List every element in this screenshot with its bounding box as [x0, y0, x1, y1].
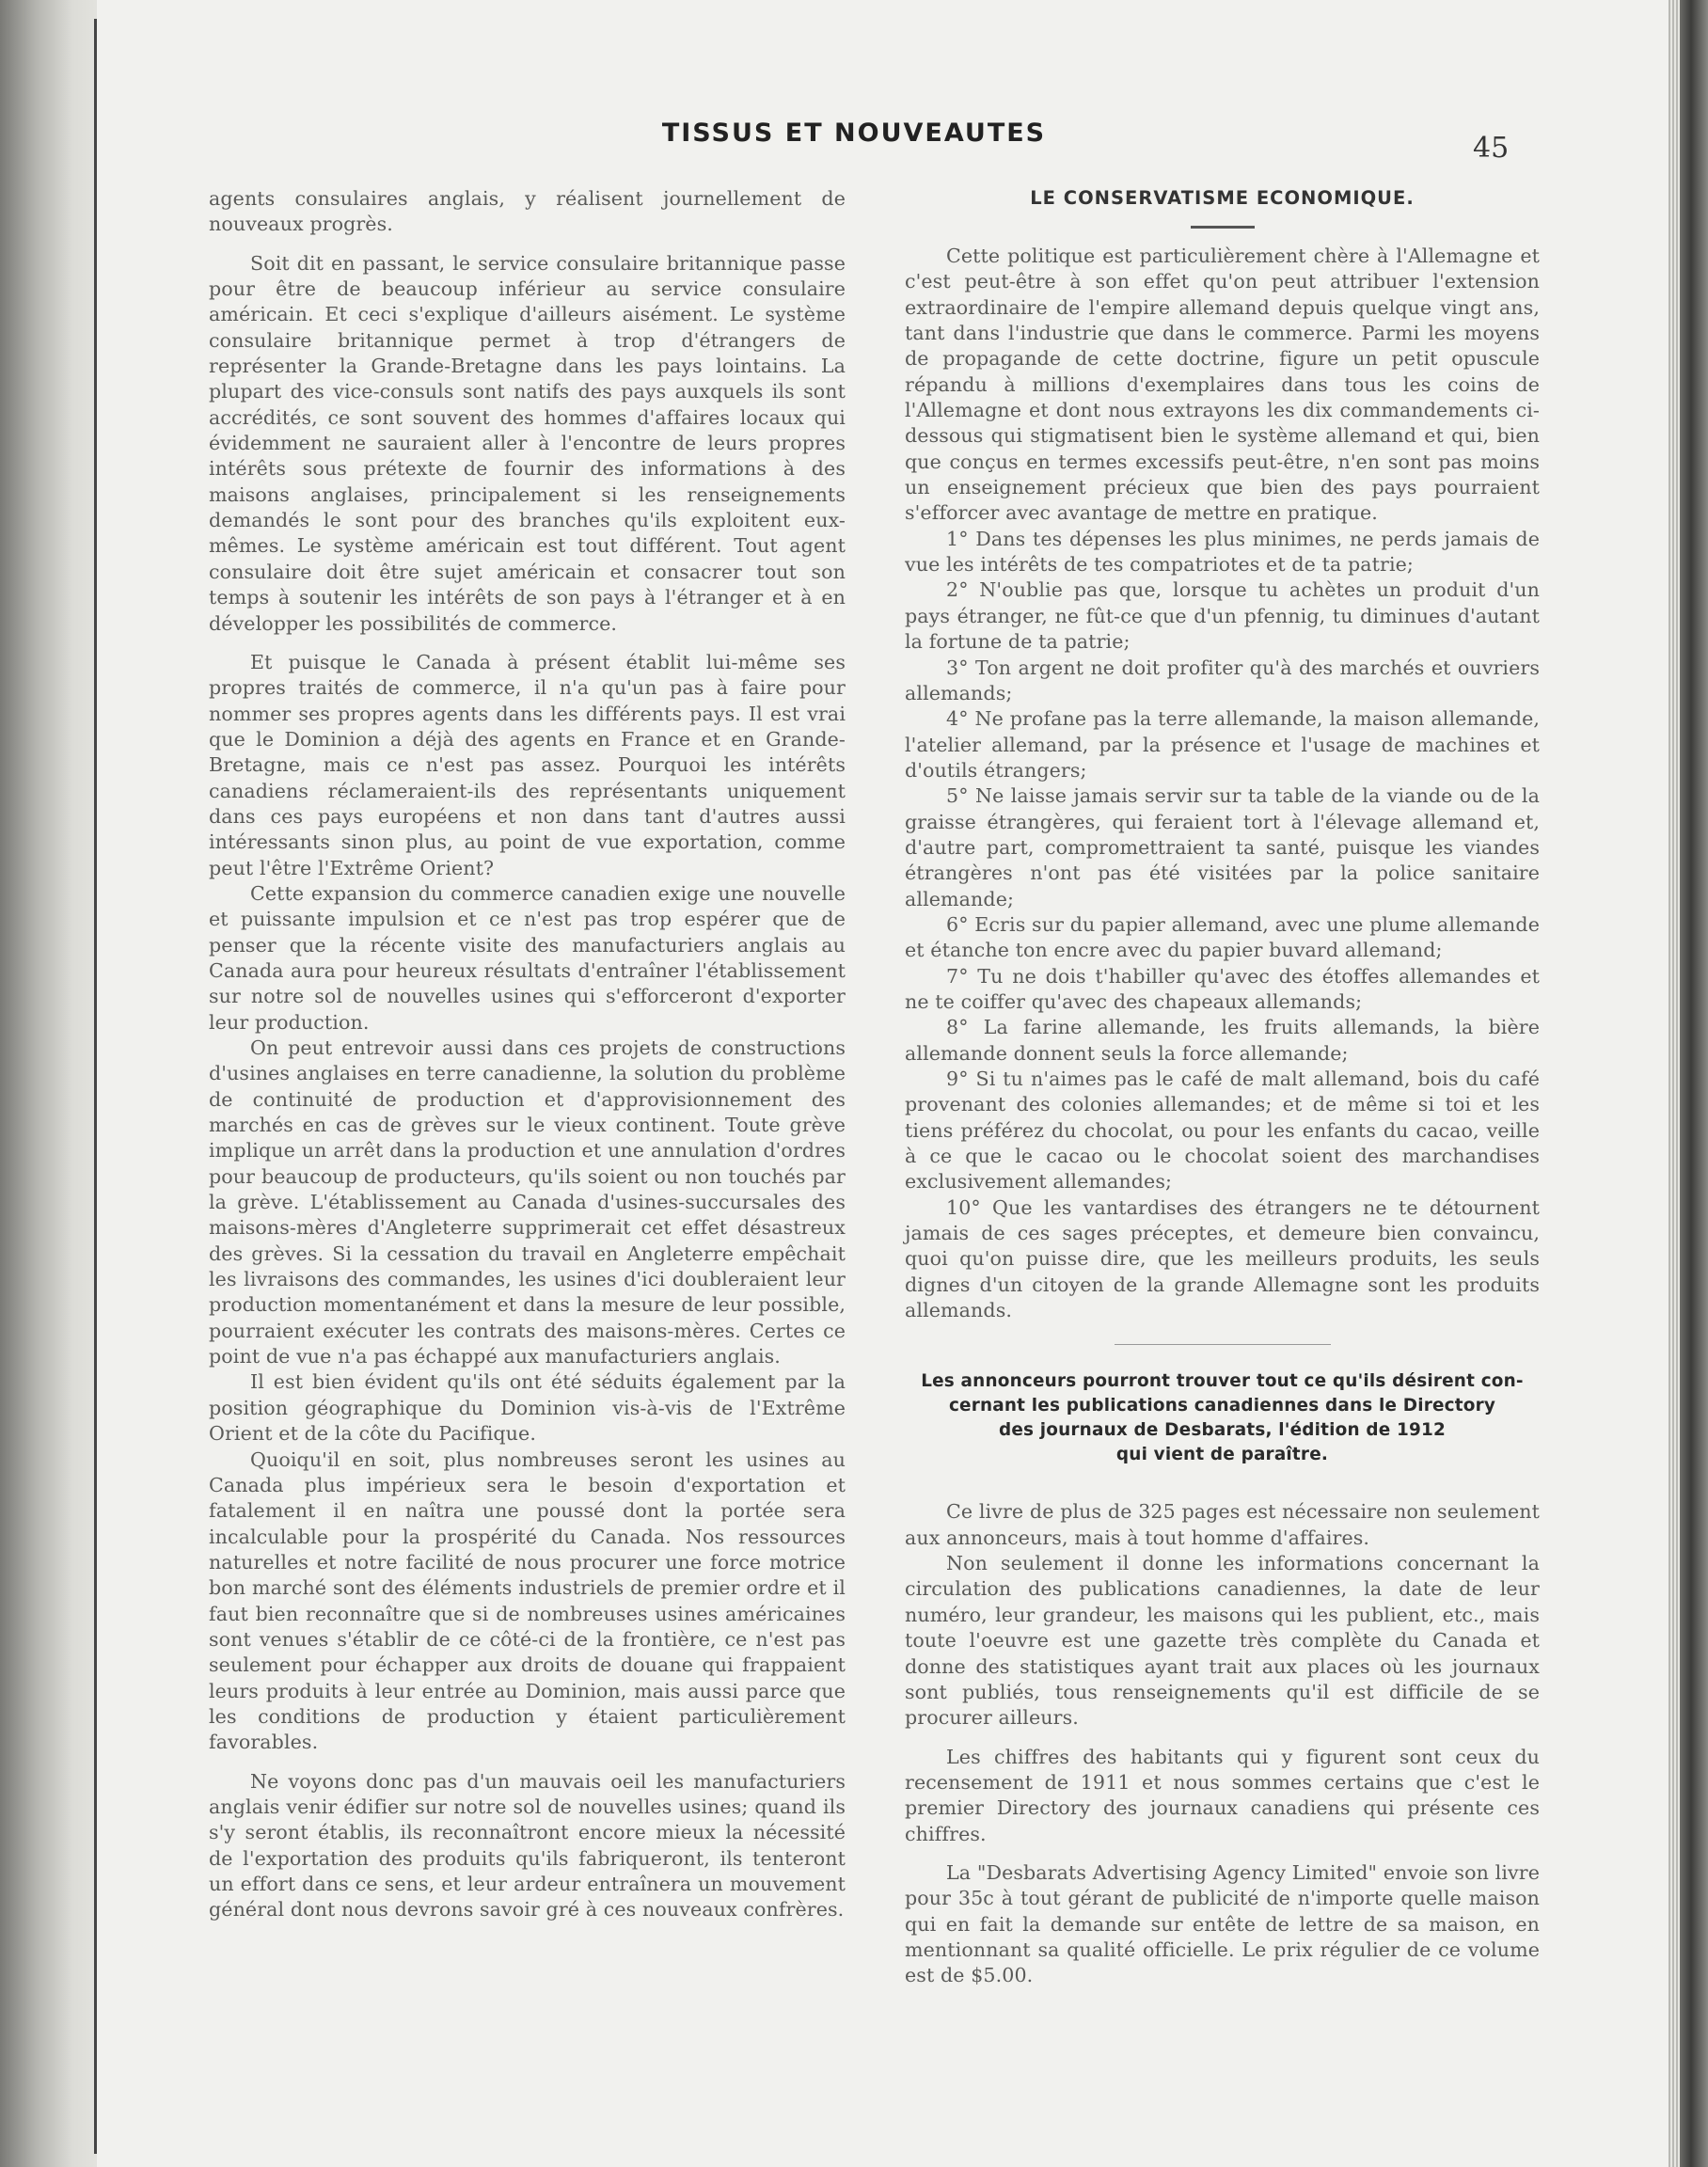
left-paragraph-1: agents consulaires anglais, y réalisent journellement de nouveaux progrès. [209, 187, 846, 236]
intro-paragraph: Cette politique est particulièrement chère à l'Allemagne et c'est peut-être à son effet qu'on peut attribuer l'extension extraordinaire de l'empire allemand depuis quelque vingt ans, tant dans l'industrie que dans le commerce. Parmi les moyens de propagande de cette doctrine, figure un petit opuscule répandu à millions d'exemplaires dans tous les coins de l'Allemagne et dont nous extrayons les dix commandements ci-dessous qui stigmatisent bien le système allemand et qui, bien que conçus en termes excessifs peut-être, n'en sont pas moins un enseignement précieux que bien des pays pourraient s'efforcer avec avantage de mettre en pratique. [905, 245, 1540, 525]
ad-paragraph-3: Les chiffres des habitants qui y figurent sont ceux du recensement de 1911 et nous sommes certains que c'est le premier Directory des journaux canadiens qui présente ces chiffres. [905, 1745, 1540, 1845]
right-column [905, 186, 1540, 1989]
page-stack-right [1668, 0, 1680, 2167]
title-rule [1191, 226, 1255, 229]
section-divider [1115, 1344, 1331, 1345]
left-paragraph-4: Cette expansion du commerce canadien exige une nouvelle et puissante impulsion et ce n'est pas trop espérer que de penser que la récente visite des manufacturiers anglais au Canada aura pour heureux résultats d'entraîner l'établissement sur notre sol de nouvelles usines qui s'efforceront d'exporter leur production. [209, 881, 846, 1034]
ad-title-line-1: Les annonceurs pourront trouver tout ce qu'ils désirent con- [921, 1371, 1524, 1392]
ad-title-line-2: cernant les publications canadiennes dans le Directory [948, 1396, 1496, 1416]
book-binding-right [1680, 0, 1708, 2167]
left-paragraph-2: Soit dit en passant, le service consulaire britannique passe pour être de beaucoup inférieur au service consulaire américain. Et ceci s'explique d'ailleurs aisément. Le système consulaire britannique permet à trop d'étrangers de représenter la Grande-Bretagne dans les pays lointains. La plupart des vice-consuls sont natifs des pays auxquels ils sont accrédités, ce sont souvent des hommes d'affaires locaux qui évidemment ne sauraient aller à l'encontre de leurs propres intérêts sous prétexte de fournir des informations à des maisons anglaises, principalement si les renseignements demandés le sont pour des branches qu'ils exploitent eux-mêmes. Le système américain est tout différent. Tout agent consulaire doit être sujet américain et consacrer tout son temps à soutenir les intérêts de son pays à l'étranger et à en développer les possibilités de commerce. [209, 251, 846, 635]
commandment-5: 5° Ne laisse jamais servir sur ta table de la viande ou de la graisse étrangères, qui feraient tort à l'élevage allemand et, d'autre part, compromettraient ta santé, puisque les viandes étrangères n'ont pas été visitées par la police sanitaire allemande; [905, 784, 1540, 910]
commandment-9: 9° Si tu n'aimes pas le café de malt allemand, bois du café provenant des colonies allemandes; et de même si toi et les tiens préférez du chocolat, ou pour les enfants du cacao, veille à ce que le cacao ou le chocolat soient des marchandises exclusivement allemandes; [905, 1068, 1540, 1194]
left-paragraph-8: Ne voyons donc pas d'un mauvais oeil les manufacturiers anglais venir édifier sur notre sol de nouvelles usines; quand ils s'y seront établis, ils reconnaîtront encore mieux la nécessité de l'exportation des produits qu'ils fabriqueront, ils tenteront un effort dans ce sens, et leur ardeur entraînera un mouvement général dont nous devrons savoir gré à ces nouveaux confrères. [209, 1769, 846, 1922]
book-binding-left [0, 0, 103, 2167]
ad-title-line-3: des journaux de Desbarats, l'édition de 1912 [999, 1420, 1446, 1441]
commandment-3: 3° Ton argent ne doit profiter qu'à des marchés et ouvriers allemands; [905, 656, 1540, 704]
ad-title-line-4: qui vient de paraître. [1115, 1445, 1329, 1465]
commandment-6: 6° Ecris sur du papier allemand, avec une plume allemande et étanche ton encre avec du papier buvard allemand; [905, 912, 1540, 962]
running-header-title: TISSUS ET NOUVEAUTES [661, 119, 1047, 148]
commandment-1: 1° Dans tes dépenses les plus minimes, ne perds jamais de vue les intérêts de tes compatriotes et de ta patrie; [905, 527, 1540, 577]
commandment-4: 4° Ne profane pas la terre allemande, la maison allemande, l'atelier allemand, par la présence et l'usage de machines et d'outils étrangers; [905, 707, 1540, 782]
left-paragraph-7: Quoiqu'il en soit, plus nombreuses seront les usines au Canada plus impérieux sera le besoin d'exportation et fatalement il en naîtra une poussé dont la portée sera incalculable pour la prospérité du Canada. Nos ressources naturelles et notre facilité de nous procurer une force motrice bon marché sont des éléments industriels de premier ordre et il faut bien reconnaître que si de nombreuses usines américaines sont venues s'établir de ce côté-ci de la frontière, ce n'est pas seulement pour échapper aux droits de douane qui frappaient leurs produits à leur entrée au Dominion, mais aussi parce que les conditions de production y étaient particulièrement favorables. [209, 1447, 846, 1754]
commandment-8: 8° La farine allemande, les fruits allemands, la bière allemande donnent seuls la force allemande; [905, 1016, 1540, 1065]
commandment-7: 7° Tu ne dois t'habiller qu'avec des étoffes allemandes et ne te coiffer qu'avec des chapeaux allemands; [905, 964, 1540, 1013]
left-paragraph-5: On peut entrevoir aussi dans ces projets de constructions d'usines anglaises en terre canadienne, la solution du problème de continuité de production et d'approvisionnement des marchés en cas de grèves sur le vieux continent. Toute grève implique un arrêt dans la production et une annulation d'ordres pour beaucoup de producteurs, qu'ils soient ou non touchés par la grève. L'établissement au Canada d'usines-succursales des maisons-mères d'Angleterre supprimerait cet effet désastreux des grèves. Si la cessation du travail en Angleterre empêchait les livraisons des commandes, les usines d'ici doubleraient leur production momentanément et dans la mesure de leur possible, pourraient exécuter les contrats des maisons-mères. Certes ce point de vue n'a pas échappé aux manufacturiers anglais. [209, 1036, 846, 1368]
commandment-10: 10° Que les vantardises des étrangers ne te détournent jamais de ces sages préceptes, et demeure bien convaincu, quoi qu'on puisse dire, que les meilleurs produits, les seuls dignes d'un citoyen de la grande Allemagne sont les produits allemands. [905, 1195, 1540, 1322]
left-column [209, 186, 846, 1923]
ad-paragraph-1: Ce livre de plus de 325 pages est nécessaire non seulement aux annonceurs, mais à tout homme d'affaires. [905, 1500, 1540, 1549]
ad-paragraph-2: Non seulement il donne les informations concernant la circulation des publications canadiennes, la date de leur numéro, leur grandeur, les maisons qui les publient, etc., mais toute l'oeuvre est une gazette très complète du Canada et donne des statistiques ayant trait aux places où les journaux sont publiés, tous renseignements qu'il est difficile de se procurer ailleurs. [905, 1552, 1540, 1730]
left-paragraph-3: Et puisque le Canada à présent établit lui-même ses propres traités de commerce, il n'a qu'un pas à faire pour nommer ses propres agents dans les différents pays. Il est vrai que le Dominion a déjà des agents en France et en Grande-Bretagne, mais ce n'est pas assez. Pourquoi les intérêts canadiens réclameraient-ils des représentants uniquement dans ces pays européens et non dans tant d'autres aussi intéressants sinon plus, au point de vue exportation, comme peut l'être l'Extrême Orient? [209, 650, 846, 879]
page-number: 45 [1473, 132, 1510, 165]
ad-title [905, 1369, 1540, 1467]
section-title: LE CONSERVATISME ECONOMIQUE. [1030, 187, 1415, 209]
commandment-2: 2° N'oublie pas que, lorsque tu achètes un produit d'un pays étranger, ne fût-ce que d'un pfennig, tu diminues d'autant la fortune de ta patrie; [905, 578, 1540, 654]
ad-paragraph-4: La "Desbarats Advertising Agency Limited" envoie son livre pour 35c à tout gérant de publicité de n'importe quelle maison qui en fait la demande sur entête de lettre de sa maison, en mentionnant sa qualité officielle. Le prix régulier de ce volume est de $5.00. [905, 1860, 1540, 1987]
left-paragraph-6: Il est bien évident qu'ils ont été séduits également par la position géographique du Dominion vis-à-vis de l'Extrême Orient et de la côte du Pacifique. [209, 1370, 846, 1446]
